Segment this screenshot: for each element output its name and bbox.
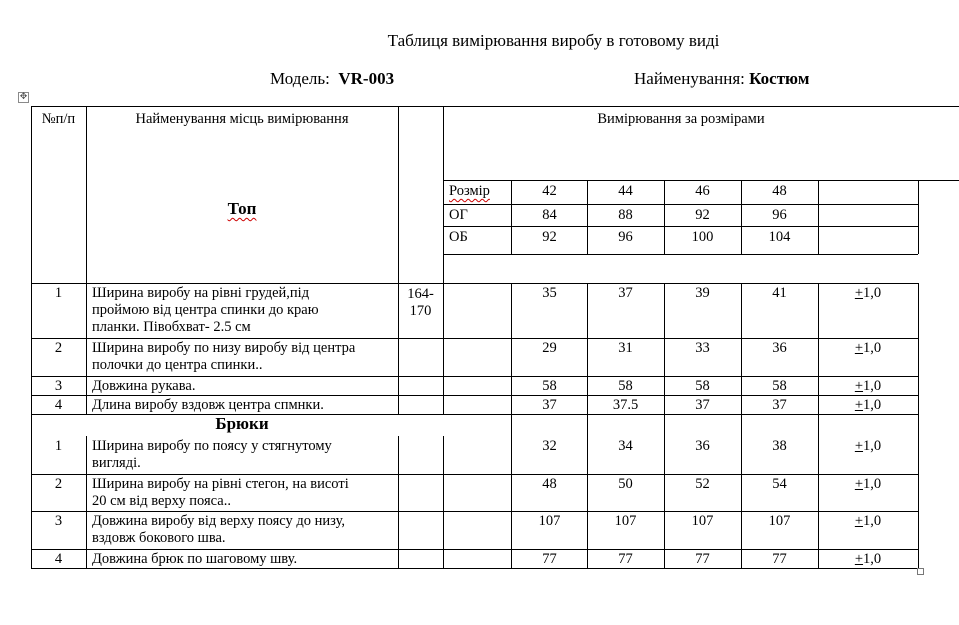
section-title-top: Топ — [227, 199, 257, 218]
table-rule — [86, 436, 87, 568]
measurement-value: 48 — [542, 476, 557, 492]
size-table-top — [443, 180, 959, 181]
measurement-name-line: Ширина виробу на рівні стегон, на висоті — [92, 476, 349, 492]
measurement-name-line: Довжина виробу від верху поясу до низу, — [92, 513, 346, 529]
measurement-name — [92, 378, 396, 395]
table-rule — [587, 283, 588, 568]
size-value: 92 — [542, 229, 557, 245]
measurement-value: 77 — [542, 551, 557, 567]
tolerance-value: +1,0 — [854, 551, 882, 567]
size-value: 48 — [772, 183, 787, 199]
name-value: Костюм — [749, 69, 810, 88]
row-divider — [31, 474, 918, 475]
size-row-label: ОГ — [449, 207, 468, 223]
measurement-value: 29 — [542, 340, 557, 356]
size-value: 92 — [695, 207, 710, 223]
measurement-name-line: проймою від центра спинки до краю — [92, 302, 319, 318]
measurement-value: 58 — [618, 378, 633, 394]
table-rule — [86, 106, 87, 414]
measurement-value: 58 — [695, 378, 710, 394]
measurement-name — [92, 513, 396, 547]
measurement-value: 58 — [542, 378, 557, 394]
size-value: 96 — [618, 229, 633, 245]
measurement-name-line: вигляді. — [92, 455, 141, 471]
measurement-name-line: Длина виробу вздовж центра спмнки. — [92, 397, 324, 413]
tolerance-plus: + — [854, 378, 864, 394]
measurement-value: 54 — [772, 476, 787, 492]
table-rule — [664, 180, 665, 254]
measurement-value: 52 — [695, 476, 710, 492]
measurement-name-line: полочки до центра спинки.. — [92, 357, 263, 373]
size-value: 88 — [618, 207, 633, 223]
measurement-value: 36 — [695, 438, 710, 454]
tolerance-value: +1,0 — [854, 513, 882, 529]
tolerance-plus: + — [854, 476, 864, 492]
measurement-name-line: Ширина виробу по низу виробу від центра — [92, 340, 356, 356]
tolerance-value: +1,0 — [854, 476, 882, 492]
measurement-value: 37.5 — [612, 397, 639, 413]
tolerance-value: +1,0 — [854, 438, 882, 454]
tolerance-plus: + — [854, 551, 864, 567]
measurement-value: 37 — [772, 397, 787, 413]
measurement-value: 107 — [538, 513, 561, 529]
table-left-border — [31, 106, 32, 568]
measurement-name-line: Довжина рукава. — [92, 378, 196, 394]
row-divider — [31, 376, 918, 377]
tolerance-value: +1,0 — [854, 340, 882, 356]
row-number: 2 — [54, 340, 63, 356]
size-value: 104 — [768, 229, 791, 245]
column-header-sizes: Вимірювання за розмірами — [597, 111, 765, 127]
measurement-value: 33 — [695, 340, 710, 356]
table-rule — [741, 180, 742, 254]
measurement-value: 58 — [772, 378, 787, 394]
model-label: Модель: — [270, 69, 330, 88]
measurement-name-line: 20 см від верху пояса.. — [92, 493, 231, 509]
measurement-value: 50 — [618, 476, 633, 492]
table-rule — [511, 180, 512, 254]
table-rule — [664, 283, 665, 568]
size-value: 42 — [542, 183, 557, 199]
column-header-name: Найменування місць вимірювання — [135, 111, 349, 127]
measurement-value: 37 — [542, 397, 557, 413]
measurement-value: 107 — [768, 513, 791, 529]
row-number: 1 — [54, 438, 63, 454]
row-number: 3 — [54, 513, 63, 529]
header-bottom-border — [31, 283, 918, 284]
size-value: 44 — [618, 183, 633, 199]
tolerance-value: +1,0 — [854, 397, 882, 413]
measurement-name-line: Довжина брюк по шаговому шву. — [92, 551, 298, 567]
column-header-number: №п/п — [41, 111, 76, 127]
measurement-name — [92, 340, 396, 374]
measurement-value: 77 — [772, 551, 787, 567]
name-line — [634, 69, 809, 89]
name-label: Найменування: — [634, 69, 745, 88]
tolerance-plus: + — [854, 397, 864, 413]
table-rule — [741, 283, 742, 568]
tolerance-plus: + — [854, 285, 864, 301]
row-number: 4 — [54, 397, 63, 413]
section-title-pants: Брюки — [215, 414, 269, 433]
height-range: 170 — [409, 303, 432, 319]
row-number: 4 — [54, 551, 63, 567]
tolerance-plus: + — [854, 438, 864, 454]
size-value: 46 — [695, 183, 710, 199]
row-number: 2 — [54, 476, 63, 492]
table-rule — [443, 204, 918, 205]
measurement-name — [92, 476, 396, 510]
measurement-name — [92, 285, 396, 336]
measurement-value: 34 — [618, 438, 633, 454]
row-divider — [31, 338, 918, 339]
measurement-value: 37 — [695, 397, 710, 413]
measurement-name-line: планки. Півобхват- 2.5 см — [92, 319, 251, 335]
table-rule — [398, 106, 399, 414]
measurement-value: 37 — [618, 285, 633, 301]
table-rule — [443, 254, 918, 255]
table-right-border — [918, 283, 919, 568]
tolerance-plus: + — [854, 340, 864, 356]
measurement-name-line: вздовж бокового шва. — [92, 530, 226, 546]
tolerance-value: +1,0 — [854, 378, 882, 394]
table-rule — [511, 283, 512, 568]
row-number: 3 — [54, 378, 63, 394]
size-row-label: ОБ — [449, 229, 468, 245]
measurement-name-line: Ширина виробу по поясу у стягнутому — [92, 438, 332, 454]
table-rule — [918, 180, 919, 254]
row-divider — [31, 511, 918, 512]
table-move-handle-icon[interactable]: ✥ — [19, 92, 28, 102]
height-range: 164- — [407, 286, 434, 302]
measurement-value: 38 — [772, 438, 787, 454]
measurement-value: 77 — [695, 551, 710, 567]
size-value: 100 — [691, 229, 714, 245]
measurement-name — [92, 551, 396, 568]
table-resize-handle[interactable] — [917, 568, 924, 575]
measurement-name-line: Ширина виробу на рівні грудей,під — [92, 285, 310, 301]
measurement-value: 32 — [542, 438, 557, 454]
measurement-value: 35 — [542, 285, 557, 301]
size-row-label: Розмір — [449, 183, 490, 199]
measurement-value: 107 — [691, 513, 714, 529]
measurement-value: 36 — [772, 340, 787, 356]
table-rule — [398, 436, 399, 568]
row-number: 1 — [54, 285, 63, 301]
table-rule — [587, 180, 588, 254]
tolerance-plus: + — [854, 513, 864, 529]
measurement-value: 39 — [695, 285, 710, 301]
row-divider — [31, 568, 918, 569]
table-rule — [818, 180, 819, 254]
table-rule — [443, 436, 444, 568]
table-rule — [443, 106, 444, 414]
measurement-name — [92, 397, 396, 414]
model-value: VR-003 — [338, 69, 395, 88]
table-rule — [443, 226, 918, 227]
measurement-value: 41 — [772, 285, 787, 301]
size-value: 96 — [772, 207, 787, 223]
row-divider — [31, 395, 918, 396]
tolerance-value: +1,0 — [854, 285, 882, 301]
model-line — [270, 69, 394, 89]
measurement-value: 31 — [618, 340, 633, 356]
measurement-value: 107 — [614, 513, 637, 529]
size-value: 84 — [542, 207, 557, 223]
document-title: Таблиця вимірювання виробу в готовому виді — [387, 31, 720, 50]
table-rule — [818, 283, 819, 568]
table-top-border — [31, 106, 959, 107]
row-divider — [31, 549, 918, 550]
measurement-value: 77 — [618, 551, 633, 567]
measurement-name — [92, 438, 396, 472]
